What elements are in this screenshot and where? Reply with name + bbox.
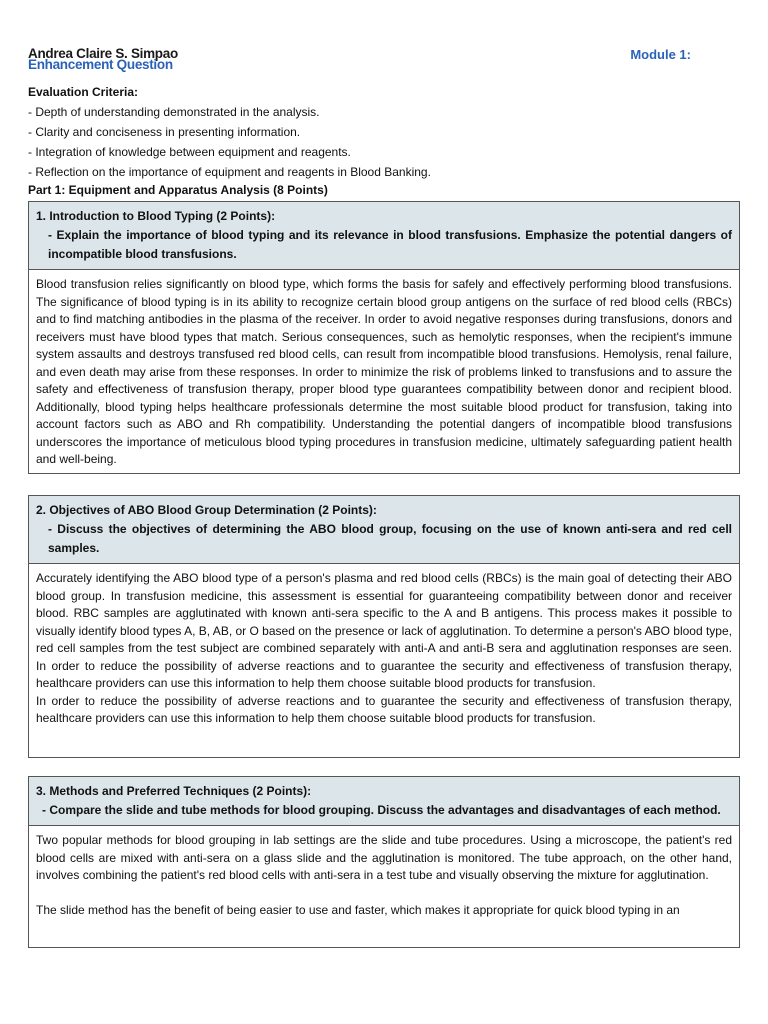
section-question: - Compare the slide and tube methods for blood grouping. Discuss the advantages and disadvantages of each method. bbox=[42, 803, 721, 817]
answer-paragraph: Accurately identifying the ABO blood type of a person's plasma and red blood cells (RBCs) is the main goal of detecting their ABO blood group. In transfusion medicine, this assessment is essential for guaranteeing compatibility between donor and receiver blood. RBC samples are agglutinated with known anti-sera specific to the A and B antigens. This process makes it possible to visually identify blood types A, B, AB, or O based on the presence or lack of agglutination. To determine a person's ABO blood type, red cell samples from the test subject are combined separately with anti-A and anti-B sera and agglutination responses are seen. In order to reduce the possibility of adverse reactions and to guarantee the security and effectiveness of transfusion therapy, healthcare providers can use this information to help them choose suitable blood products for transfusion. bbox=[36, 571, 732, 690]
page-header bbox=[28, 46, 740, 76]
section-title: 2. Objectives of ABO Blood Group Determination (2 Points): bbox=[36, 503, 377, 517]
section-answer bbox=[29, 564, 739, 734]
section-question: - Discuss the objectives of determining the ABO blood group, focusing on the use of known anti-sera and red cell samples. bbox=[48, 522, 732, 555]
answer-paragraph: Blood transfusion relies significantly on blood type, which forms the basis for safely and effectively performing blood transfusions. The significance of blood typing is in its ability to recognize certain blood group antigens on the surface of red blood cells (RBCs) and to find matching antibodies in the plasma of the receiver. In order to avoid negative responses during transfusions, donors and receivers must have blood types that match. Serious consequences, such as hemolytic responses, when the recipient's immune system assaults and destroys transfused red blood cells, can result from incompatible blood transfusions. Hemolysis, renal failure, and even death may arise from these responses. In order to minimize the risk of problems linked to transfusions and to assure the safety and effectiveness of transfusion therapy, proper blood type guarantees compatibility between donor and recipient blood. Additionally, blood typing helps healthcare professionals determine the most suitable blood product for transfusion, taking into account factors such as ABO and Rh compatibility. Understanding the potential dangers of incompatible blood transfusions underscores the importance of meticulous blood typing procedures in transfusion medicine, ultimately safeguarding patient health and well-being. bbox=[36, 277, 732, 466]
criteria-title: Evaluation Criteria: bbox=[28, 85, 139, 99]
answer-paragraph: In order to reduce the possibility of adverse reactions and to guarantee the security and effectiveness of transfusion therapy, healthcare providers can use this information to help them choose suitable blood products for transfusion. bbox=[36, 693, 732, 725]
section-box-1 bbox=[28, 201, 740, 474]
criteria-item: - Depth of understanding demonstrated in the analysis. bbox=[28, 105, 320, 119]
answer-paragraph: Two popular methods for blood grouping in lab settings are the slide and tube procedures. Using a microscope, the patient's red blood cells are mixed with anti-sera on a glass slide and the agglutination is monitored. The tube approach, on the other hand, involves combining the patient's red blood cells with anti-sera in a test tube and visually observing the mixture for agglutination. bbox=[36, 833, 732, 882]
author-name: Andrea Claire S. Simpao bbox=[28, 46, 178, 61]
section-header bbox=[29, 202, 739, 270]
module-label: Module 1: bbox=[630, 47, 691, 62]
evaluation-criteria bbox=[28, 82, 740, 182]
section-box-2 bbox=[28, 495, 740, 758]
answer-paragraph: The slide method has the benefit of being easier to use and faster, which makes it appropriate for quick blood typing in an bbox=[36, 902, 680, 917]
section-answer bbox=[29, 826, 739, 925]
section-header bbox=[29, 496, 739, 564]
section-box-3 bbox=[28, 776, 740, 948]
section-header bbox=[29, 777, 739, 826]
section-question: - Explain the importance of blood typing and its relevance in blood transfusions. Emphasize the potential dangers of incompatible blood transfusions. bbox=[48, 228, 732, 261]
criteria-item: - Clarity and conciseness in presenting information. bbox=[28, 125, 301, 139]
section-title: 3. Methods and Preferred Techniques (2 Points): bbox=[36, 784, 312, 798]
part-heading: Part 1: Equipment and Apparatus Analysis (8 Points) bbox=[28, 183, 328, 197]
section-title: 1. Introduction to Blood Typing (2 Points): bbox=[36, 209, 276, 223]
document-subtitle: Enhancement Question bbox=[28, 57, 173, 72]
criteria-item: - Reflection on the importance of equipment and reagents in Blood Banking. bbox=[28, 165, 431, 179]
criteria-item: - Integration of knowledge between equipment and reagents. bbox=[28, 145, 351, 159]
section-answer bbox=[29, 270, 739, 475]
